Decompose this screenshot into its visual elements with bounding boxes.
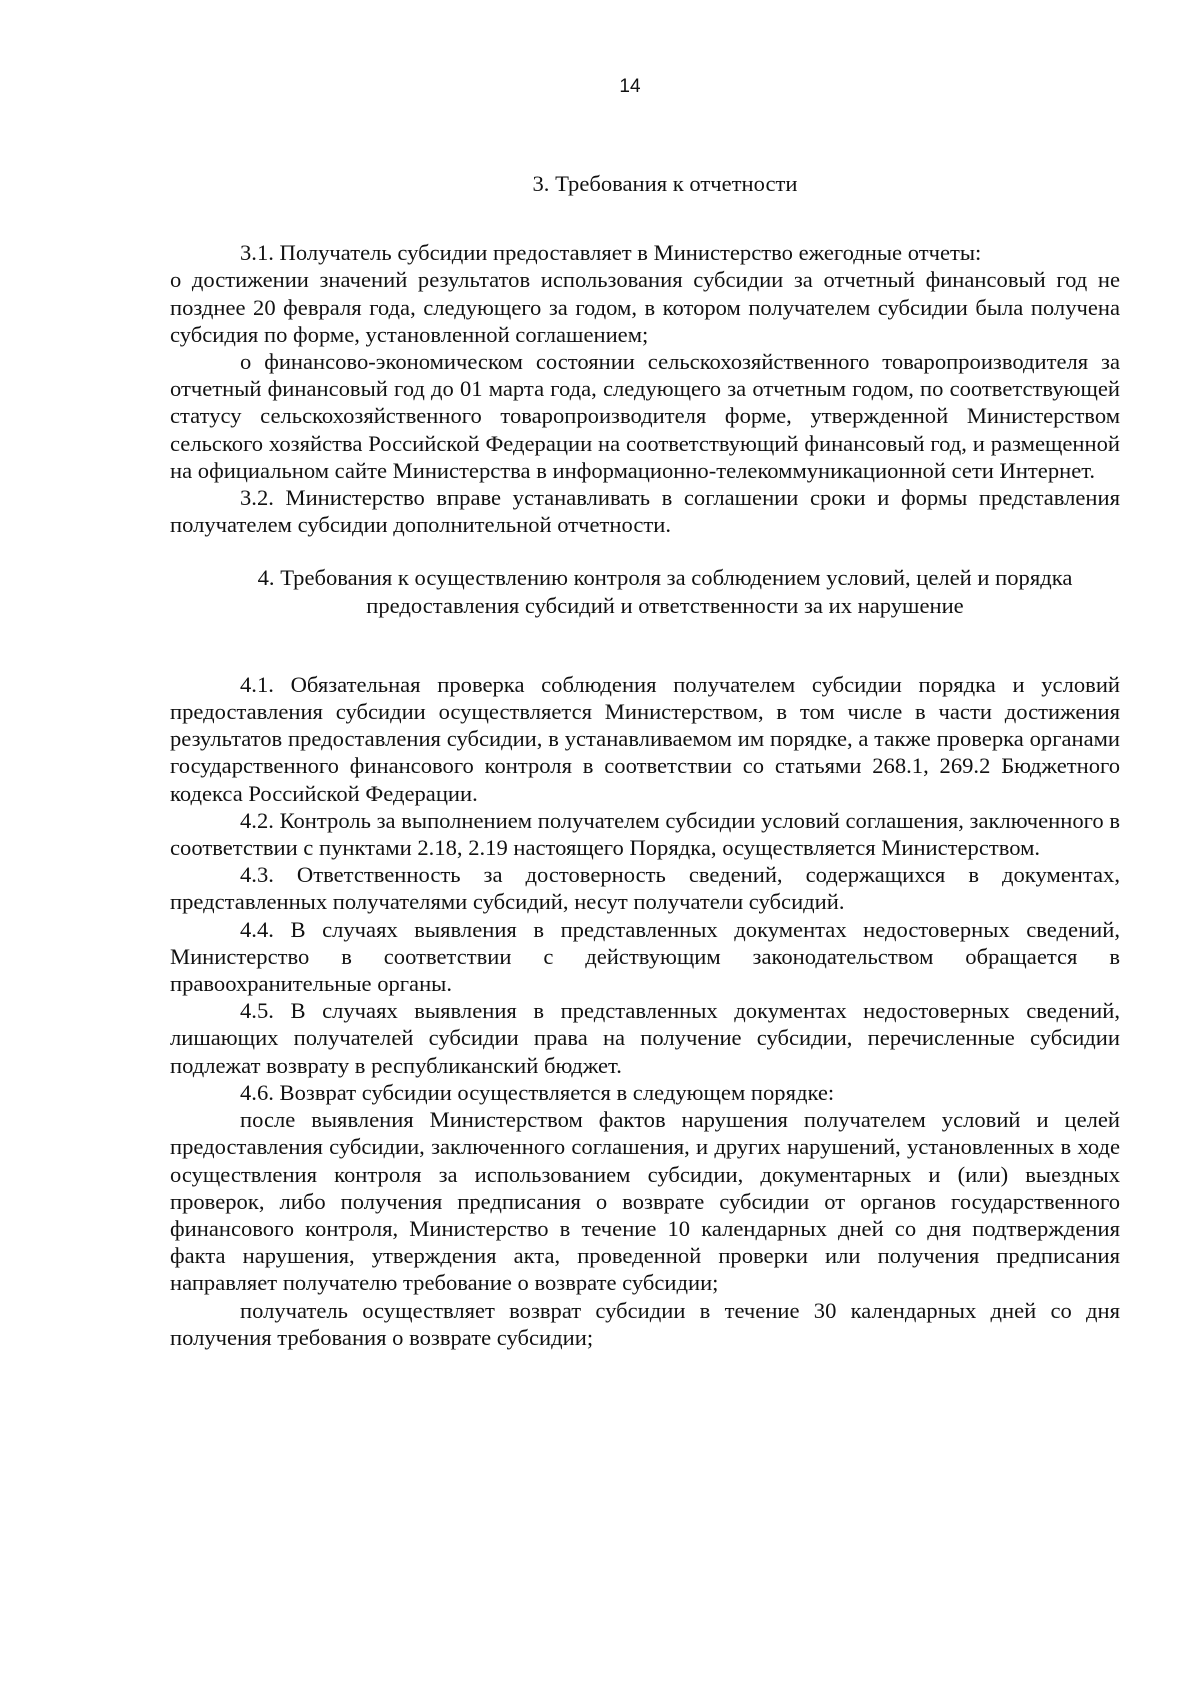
paragraph-4-6: 4.6. Возврат субсидии осуществляется в следующем порядке: [240,1079,835,1105]
paragraph-4-4: 4.4. В случаях выявления в представленных документах недостоверных сведений, Министерство в соответствии с действующим законодательством обращается в правоохранительные органы. [170,916,1120,997]
document-body [170,170,1120,1351]
paragraph-4-5: 4.5. В случаях выявления в представленных документах недостоверных сведений, лишающих получателей субсидии права на получение субсидии, перечисленные субсидии подлежат возврату в республиканский бюджет. [170,998,1120,1078]
paragraph-4-3: 4.3. Ответственность за достоверность сведений, содержащихся в документах, представленных получателями субсидий, несут получатели субсидий. [170,862,1120,915]
paragraph-3-1-item-2: о финансово-экономическом состоянии сельскохозяйственного товаропроизводителя за отчетный финансовый год до 01 марта года, следующего за отчетным годом, по соответствующей статусу сельскохозяйственного товаропроизводителя форме, утвержденной Министерством сельского хозяйства Российской Федерации на соответствующий финансовый год, и размещенной на официальном сайте Министерства в информационно-телекоммуникационной сети Интернет. [170,349,1120,483]
paragraph-3-1: 3.1. Получатель субсидии предоставляет в Министерство ежегодные отчеты: [240,240,982,266]
section-4-heading: 4. Требования к осуществлению контроля за соблюдением условий, целей и порядка предоставления субсидий и ответственности за их нарушение [257,565,1073,618]
paragraph-4-6-item-1: после выявления Министерством фактов нарушения получателем условий и целей предоставления субсидии, заключенного соглашения, и других нарушений, установленных в ходе осуществления контроля за использованием субсидии, документарных и (или) выездных проверок, либо получения предписания о возврате субсидии от органов государственного финансового контроля, Министерство в течение 10 календарных дней со дня подтверждения факта нарушения, утверждения акта, проведенной проверки или получения предписания направляет получателю требование о возврате субсидии; [170,1107,1120,1296]
section-3-heading: 3. Требования к отчетности [532,171,798,196]
paragraph-3-1-item-1: о достижении значений результатов использования субсидии за отчетный финансовый год не позднее 20 февраля года, следующего за годом, в котором получателем субсидии была получена субсидия по форме, установленной соглашением; [170,267,1120,347]
paragraph-3-2: 3.2. Министерство вправе устанавливать в соглашении сроки и формы представления получателем субсидии дополнительной отчетности. [170,485,1120,538]
paragraph-4-6-item-2: получатель осуществляет возврат субсидии в течение 30 календарных дней со дня получения требования о возврате субсидии; [170,1297,1120,1350]
paragraph-4-2: 4.2. Контроль за выполнением получателем субсидии условий соглашения, заключенного в соответствии с пунктами 2.18, 2.19 настоящего Порядка, осуществляется Министерством. [170,807,1120,861]
page-number: 14 [619,76,641,97]
paragraph-4-1: 4.1. Обязательная проверка соблюдения получателем субсидии порядка и условий предоставления субсидии осуществляется Министерством, в том числе в части достижения результатов предоставления субсидии, в устанавливаемом им порядке, а также проверка органами государственного финансового контроля в соответствии со статьями 268.1, 269.2 Бюджетного кодекса Российской Федерации. [170,671,1120,806]
